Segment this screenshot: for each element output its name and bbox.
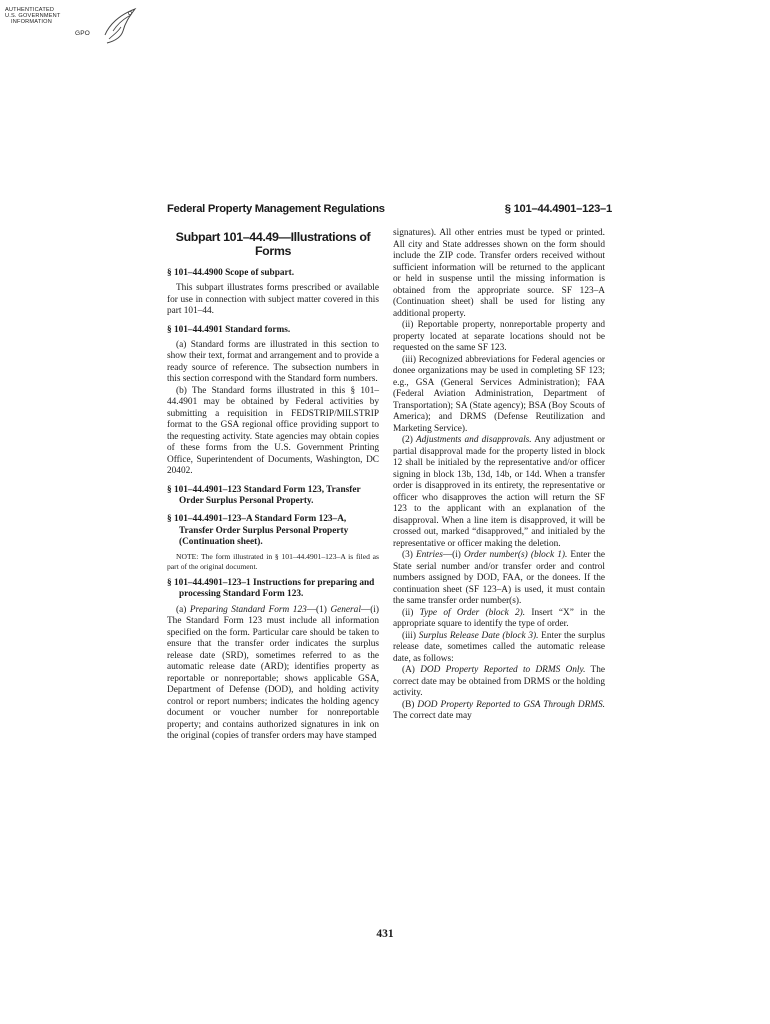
paragraph-heading: Adjustments and disapprovals. [415, 435, 532, 445]
stamp-line: U.S. GOVERNMENT [5, 13, 61, 19]
paragraph [393, 608, 605, 631]
paragraph-heading: Type of Order (block 2). [419, 607, 526, 618]
note-label: NOTE: [176, 551, 199, 561]
paragraph: (iii) Recognized abbreviations for Federal agencies or donee organizations may be used in completing SF 123; e.g., GSA (General Services Administration); FAA (Federal Aviation Administration, Department of Transportation); SA (State agency); BSA (Boy Scouts of America); and DRMS (Defense Reutilization and Marketing Service). [393, 354, 605, 434]
paragraph-text: Insert “X” in the appropriate square to identify the type of order. [393, 607, 605, 629]
paragraph-text: —(i) The Standard Form 123 must include all information specified on the form. Particular care should be taken to ensure that the transfer order indicates the surplus release date (SRD), sometimes referred to as the automatic release date (ARD); identifies property as reportable or nonreportable; shows applicable GSA, Department of Defense (DOD), and holding activity control or report numbers; indicates the holding agency document or voucher number for nonreportable property; and contains authorized signatures in ink on the original (copies of transfer orders may have stamped [167, 604, 379, 742]
paragraph-text: Enter the surplus release date, sometimes called the automatic release date, as follows: [393, 630, 606, 664]
paragraph: signatures). All other entries must be typed or printed. All city and State addresses shown on the form should include the ZIP code. Transfer orders received without sufficient information will be returned to the applicant or held in suspense until the missing information is obtained from the appropriate source. SF 123–A (Continuation sheet) shall be used for listing any additional property. [393, 228, 605, 319]
paragraph-heading: DOD Property Reported to DRMS Only. [420, 665, 586, 675]
paragraph-lead: (B) [402, 699, 418, 710]
header-title: Federal Property Management Regulations [167, 203, 385, 215]
paragraph-lead: (ii) [402, 607, 420, 618]
section-heading: § 101–44.4901–123 Standard Form 123, Transfer Order Surplus Personal Property. [167, 484, 361, 507]
paragraph-text: Any adjustment or partial disapproval made for the property listed in block 12 shall be initialed by the representative and/or officer signing in block 13b, 13d, 14b, or 14d. When a transfer order is disapproved in its entirety, the representative or officer who disapproves the action will return the SF 123 to the applicant with an explanation of the disapproval. When a line item is disapproved, it will be crossed out, marked “disapproved,” and initialed by the representative or officer making the deletion. [393, 435, 606, 549]
note [167, 552, 379, 571]
section-heading: § 101–44.4900 Scope of subpart. [167, 268, 295, 278]
paragraph-lead: (2) [402, 435, 416, 445]
stamp-line: AUTHENTICATED [5, 7, 55, 13]
note-text: The form illustrated in § 101–44.4901–123–A is filed as part of the original document. [167, 551, 379, 571]
paragraph-heading: Surplus Release Date (block 3). [418, 630, 539, 641]
subpart-title: Subpart 101–44.49—Illustrations of Forms [175, 230, 371, 258]
paragraph: This subpart illustrates forms prescribed or available for use in connection with subject matter covered in this part 101–44. [167, 283, 379, 317]
paragraph-text: The correct date may be obtained from DRMS or the holding activity. [393, 665, 605, 698]
paragraph-lead: (a) [176, 604, 190, 615]
paragraph [167, 605, 379, 743]
paragraph [393, 550, 605, 608]
header-section-number: § 101–44.4901–123–1 [504, 203, 612, 215]
paragraph-subheading: Order number(s) (block 1). [464, 550, 568, 560]
paragraph-subheading: General [330, 604, 361, 615]
stamp-line: INFORMATION [11, 19, 52, 25]
paragraph [393, 700, 605, 723]
section-heading: § 101–44.4901–123–1 Instructions for preparing and processing Standard Form 123. [167, 578, 375, 600]
paragraph-dash: —(1) [306, 604, 331, 615]
eagle-seal-icon [99, 5, 143, 45]
paragraph-lead: (3) [402, 550, 416, 560]
left-column [167, 228, 379, 743]
paragraph [393, 631, 605, 666]
section-heading: § 101–44.4901 Standard forms. [167, 324, 291, 335]
gpo-authentication-stamp [5, 5, 145, 45]
paragraph-dash: —(i) [442, 550, 465, 560]
paragraph [393, 665, 605, 700]
running-header [167, 203, 612, 219]
right-column [393, 228, 605, 723]
paragraph-text: The correct date may [393, 711, 472, 721]
paragraph: (ii) Reportable property, nonreportable property and property located at separate locations should not be requested on the same SF 123. [393, 320, 605, 353]
section-heading: § 101–44.4901–123–A Standard Form 123–A, Transfer Order Surplus Personal Property (Continuation sheet). [167, 514, 349, 547]
paragraph-heading: DOD Property Reported to GSA Through DRMS. [417, 699, 605, 710]
paragraph-lead: (iii) [402, 630, 419, 641]
page-number: 431 [376, 928, 394, 940]
paragraph: (b) The Standard forms illustrated in this § 101–44.4901 may be obtained by Federal activities by submitting a requisition in FEDSTRIP/MILSTRIP format to the GSA regional office providing support to the requesting activity. State agencies may obtain copies of these forms from the U.S. Government Printing Office, Superintendent of Documents, Washington, DC 20402. [167, 385, 379, 477]
paragraph: (a) Standard forms are illustrated in this section to show their text, format and arrangement and to provide a ready source of reference. The subsection numbers in this section correspond with the Standard form numbers. [167, 339, 379, 385]
paragraph-heading: Entries [415, 550, 443, 560]
paragraph [393, 435, 605, 550]
stamp-mark: GPO [75, 30, 91, 37]
paragraph-heading: Preparing Standard Form 123 [189, 604, 307, 615]
paragraph-text: Enter the State serial number and/or transfer order and control numbers assigned by DOD, FAA, or the donees. If the continuation sheet (SF 123–A) is used, it must contain the same transfer order number(s). [393, 550, 606, 606]
paragraph-lead: (A) [402, 665, 421, 675]
